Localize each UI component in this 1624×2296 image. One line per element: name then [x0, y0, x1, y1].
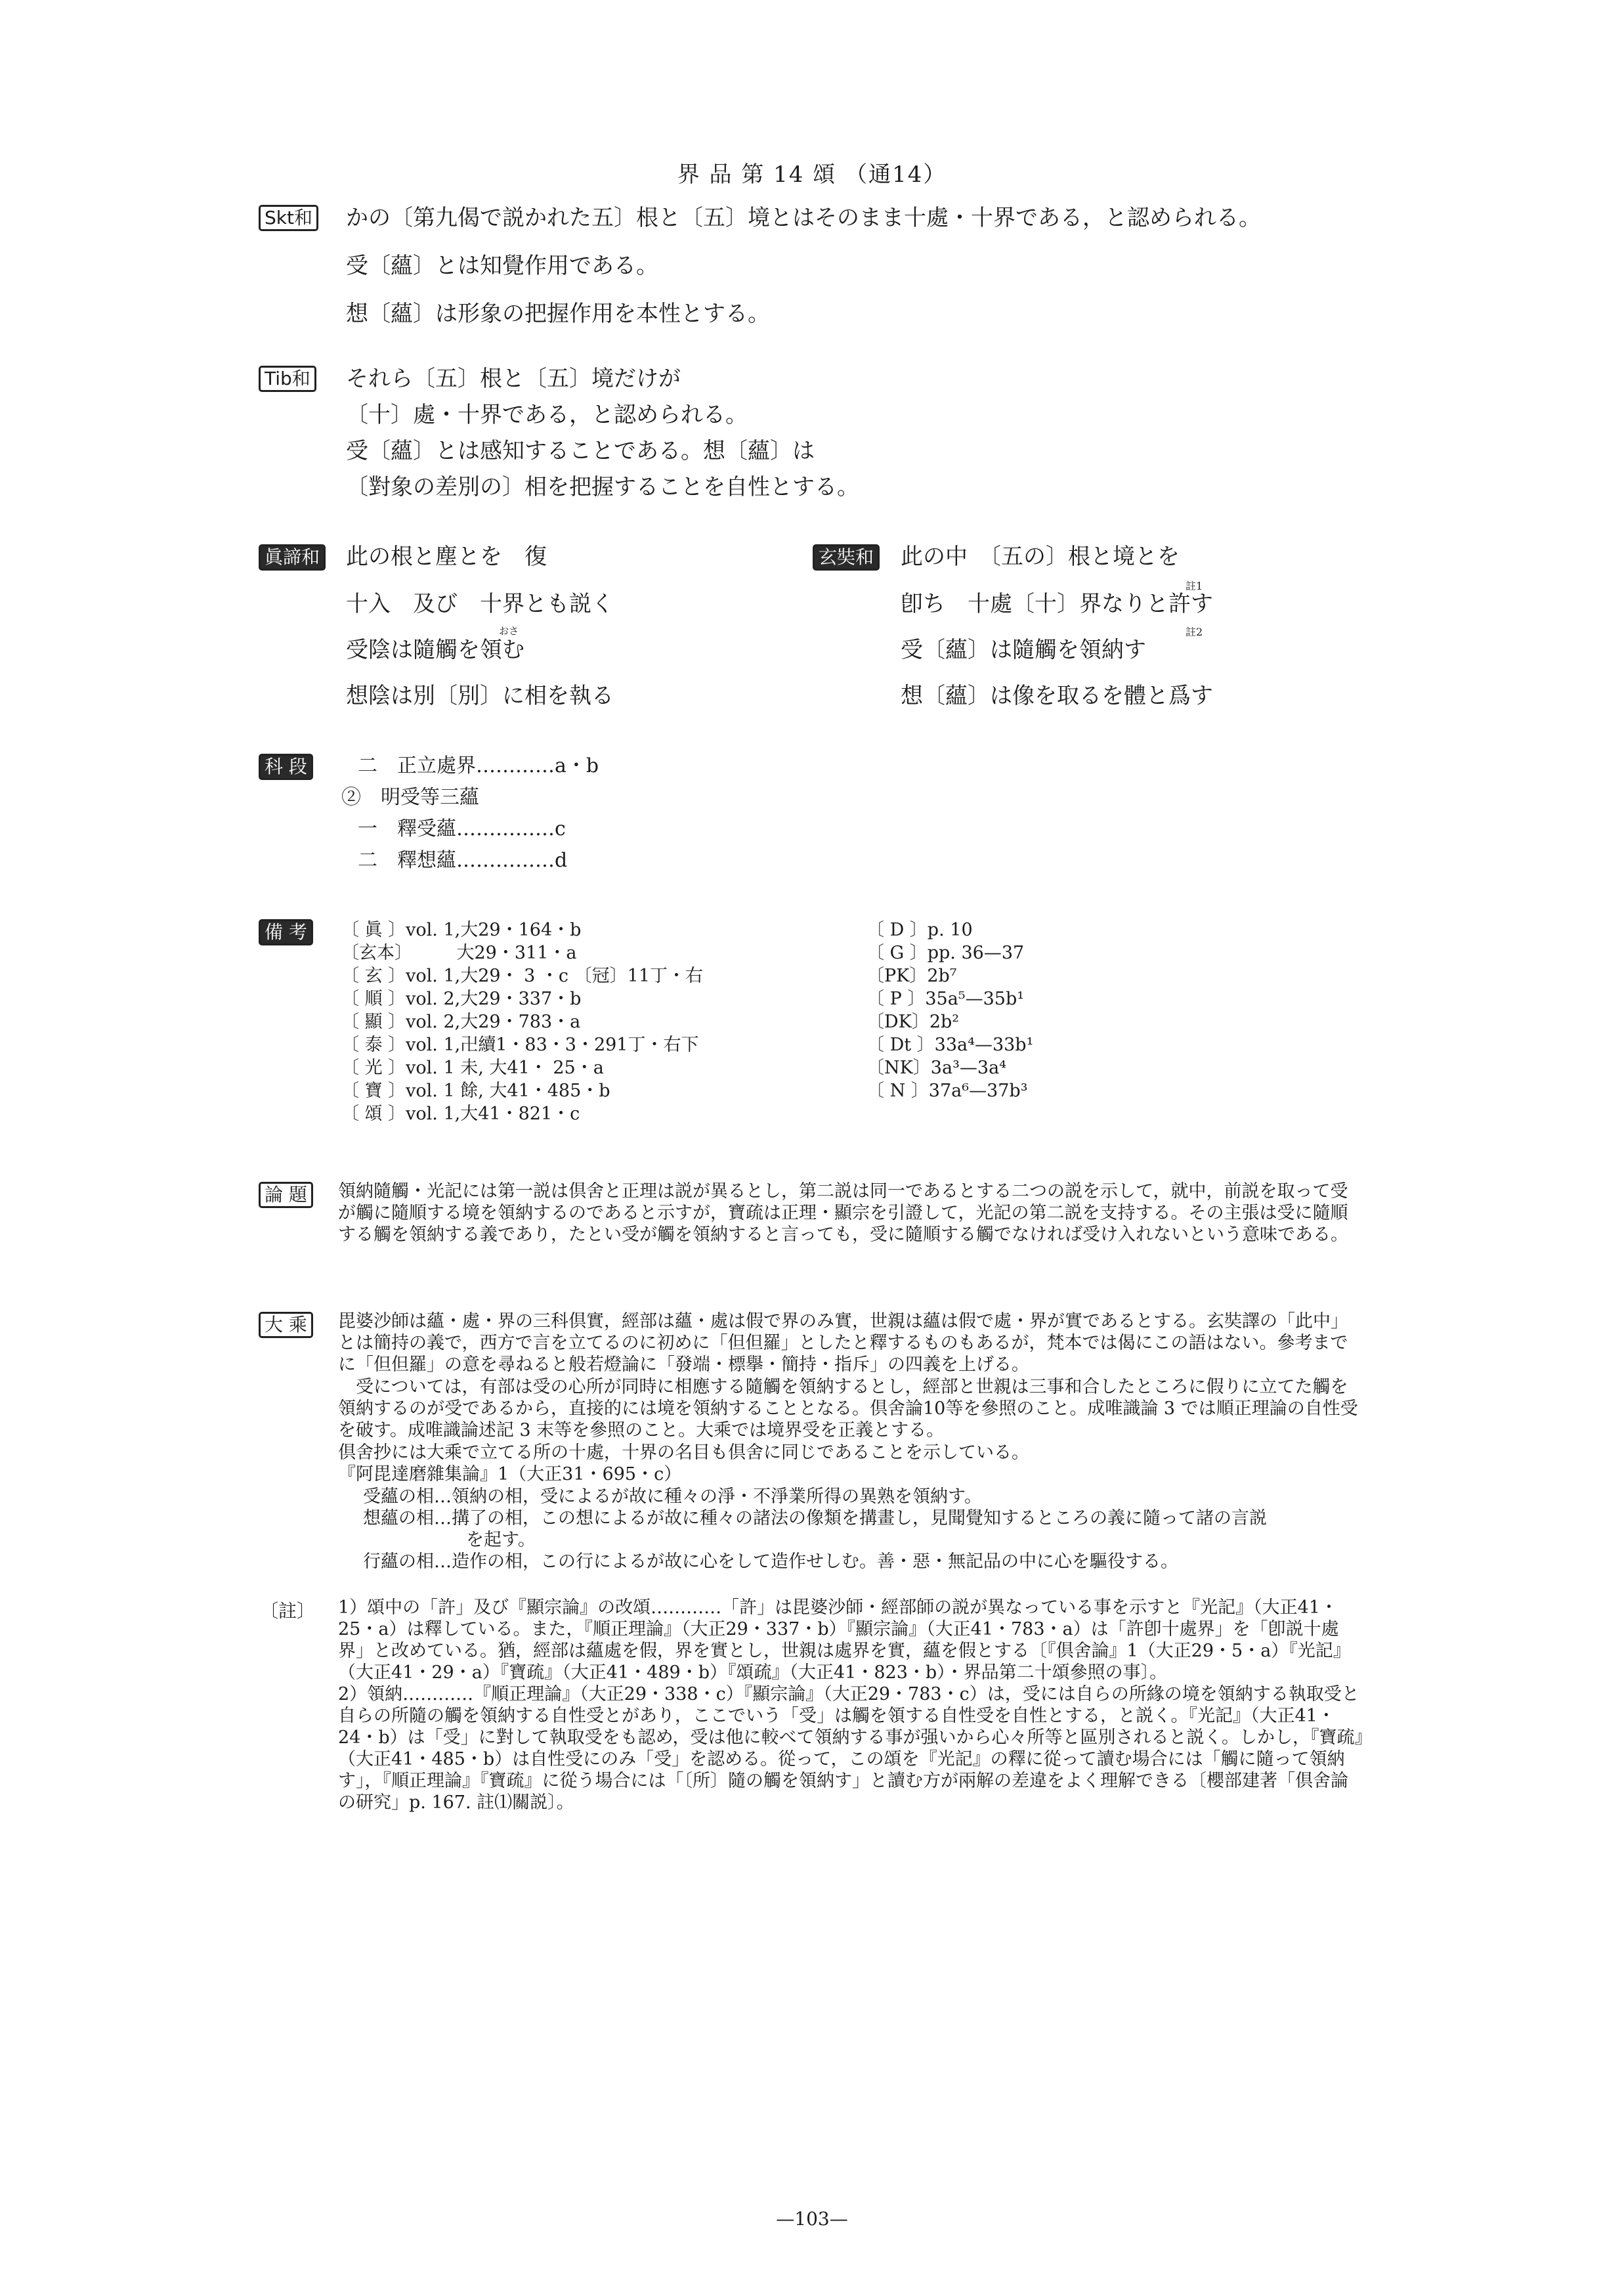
notes-tag: 〔註〕: [260, 1600, 316, 1622]
ronshu-tag: 論 題: [259, 1182, 313, 1208]
daijo-line-3: を起す。: [466, 1530, 536, 1550]
biko-right-3: 〔PK〕2b⁷: [866, 966, 957, 986]
skt-line-3: 想〔蘊〕は形象の把握作用を本性とする。: [346, 301, 770, 327]
page-title: 界 品 第 14 頌 （通14）: [677, 162, 947, 188]
shintai-line-3: 受陰は隨觸を領む: [346, 637, 524, 663]
skt-line-1: かの〔第九偈で説かれた五〕根と〔五〕境とはそのまま十處・十界である，と認められる。: [346, 205, 1261, 231]
tib-line-4: 〔對象の差別の〕相を把握することを自性とする。: [346, 474, 859, 500]
biko-right-4: 〔 P 〕35a⁵—35b¹: [866, 989, 1025, 1009]
biko-right-2: 〔 G 〕pp. 36—37: [866, 943, 1025, 963]
biko-left-9: 〔 頌 〕vol. 1,大41・821・c: [341, 1104, 580, 1124]
kadan-line-2: ② 明受等三蘊: [341, 786, 479, 809]
daijo-line-2: 想蘊の相…搆了の相，この想によるが故に種々の諸法の像類を搆畫し，見聞覺知するところの義に隨って諸の言説: [363, 1508, 1267, 1528]
daijo-para-4: 『阿毘達磨雜集論』1（大正31・695・c）: [338, 1464, 682, 1484]
genjo-line-2: 卽ち 十處〔十〕界なりと許す: [901, 591, 1213, 617]
daijo-tag: 大 乘: [259, 1312, 313, 1338]
biko-left-7: 〔 光 〕vol. 1 未, 大41・ 25・a: [341, 1058, 604, 1078]
genjo-note-1: 註1: [1186, 580, 1203, 592]
biko-left-5: 〔 顯 〕vol. 2,大29・783・a: [341, 1012, 581, 1032]
genjo-line-4: 想〔蘊〕は像を取るを體と爲す: [901, 683, 1213, 709]
shintai-tag: 眞諦和: [259, 544, 326, 571]
biko-tag: 備 考: [259, 919, 313, 945]
kadan-line-4: 二 釋想蘊……………d: [358, 849, 568, 872]
notes-text: 1）頌中の「許」及び『顯宗論』の改頌…………「許」は毘婆沙師・經部師の説が異なっている事を示すと『光記』（大正41・25・a）は釋している。また，『順正理論』（大正29・337・b）『顯宗論』（大正41・783・a）は「許卽十處界」を「卽説十處界」と改めている。猶，經部は蘊處を假，界を實とし，世親は處界を實，蘊を假とする〔『倶舍論』1（大正29・5・a）『光記』（大正41・29・a）『寶疏』（大正41・489・b）『頌疏』（大正41・823・b）・界品第二十頌參照の事〕。 2）領納…………『順正理論』（大正29・338・c）『顯宗論』（大正29・783・c）は，受には自らの所緣の境を領納する執取受と自らの所隨の觸を領納する自性受とがあり，ここでいう「受」は觸を領する自性受を自性とする，と説く。『光記』（大正41・24・b）は「受」に對して執取受をも認め，受は他に較べて領納する事が强いから心々所等と區別されると説く。しかし，『寶疏』（大正41・485・b）は自性受にのみ「受」を認める。從って，この頌を『光記』の釋に從って讀む場合には「觸に隨って領納す」，『順正理論』『寶疏』に從う場合には「〔所〕隨の觸を領納す」と讀む方が兩解の差違をよく理解できる〔櫻部建著「倶舍論の研究」p. 167. 註⑴關説〕。: [338, 1597, 1364, 1813]
genjo-note-2: 註2: [1186, 626, 1203, 638]
page-number: —103—: [776, 2208, 848, 2230]
biko-right-8: 〔 N 〕37a⁶—37b³: [866, 1081, 1028, 1101]
shintai-ruby: おさ: [499, 625, 519, 637]
shintai-line-2: 十入 及び 十界とも説く: [346, 591, 614, 617]
biko-left-1: 〔 眞 〕vol. 1,大29・164・b: [341, 920, 582, 940]
tib-line-1: それら〔五〕根と〔五〕境だけが: [346, 366, 681, 392]
biko-right-5: 〔DK〕2b²: [866, 1012, 960, 1032]
biko-right-1: 〔 D 〕p. 10: [866, 920, 973, 940]
kadan-line-3: 一 釋受蘊……………c: [358, 817, 566, 840]
biko-left-8: 〔 寶 〕vol. 1 餘, 大41・485・b: [341, 1081, 610, 1101]
tib-line-2: 〔十〕處・十界である，と認められる。: [346, 402, 748, 428]
skt-line-2: 受〔蘊〕とは知覺作用である。: [346, 253, 658, 279]
shintai-line-1: 此の根と塵とを 復: [346, 544, 547, 570]
daijo-line-4: 行蘊の相…造作の相，この行によるが故に心をして造作せしむ。善・惡・無記品の中に心を驅役する。: [363, 1551, 1178, 1572]
shintai-line-4: 想陰は別〔別〕に相を執る: [346, 683, 614, 709]
biko-right-7: 〔NK〕3a³—3a⁴: [866, 1058, 1006, 1078]
biko-left-4: 〔 順 〕vol. 2,大29・337・b: [341, 989, 582, 1009]
tib-tag: Tib和: [259, 366, 316, 392]
genjo-tag: 玄奘和: [813, 544, 880, 571]
daijo-line-1: 受蘊の相…領納の相，受によるが故に種々の淨・不淨業所得の異熟を領納す。: [363, 1486, 982, 1507]
kadan-tag: 科 段: [259, 754, 313, 780]
biko-left-3: 〔 玄 〕vol. 1,大29・ 3 ・c 〔冠〕11丁・右: [341, 966, 703, 986]
genjo-line-3: 受〔蘊〕は隨觸を領納す: [901, 637, 1146, 663]
biko-left-2: 〔玄本〕 大29・311・a: [341, 943, 577, 963]
kadan-line-1: 二 正立處界…………a・b: [358, 754, 599, 777]
daijo-para-2: 受については，有部は受の心所が同時に相應する隨觸を領納するとし，經部と世親は三事和合したところに假りに立てた觸を領納するのが受であるから，直接的には境を領納することとなる。倶舍論10等を參照のこと。成唯識論 3 では順正理論の自性受を破す。成唯識論述記 3 末等を參照のこと。大乘では境界受を正義とする。: [338, 1377, 1358, 1440]
genjo-line-1: 此の中 〔五の〕根と境とを: [901, 544, 1180, 570]
ronshu-text: 領納隨觸・光記には第一説は倶舍と正理は説が異るとし，第二説は同一であるとする二つの説を示して，就中，前説を取って受が觸に隨順する境を領納するのであると示すが，寶疏は正理・顯宗を引證して，光記の第二説を支持する。その主張は受に隨順する觸を領納する義であり，たとい受が觸を領納すると言っても，受に隨順する觸でなければ受け入れないという意味である。: [338, 1181, 1348, 1245]
biko-right-6: 〔 Dt 〕33a⁴—33b¹: [866, 1035, 1034, 1055]
tib-line-3: 受〔蘊〕とは感知することである。想〔蘊〕は: [346, 438, 815, 464]
daijo-para-1: 毘婆沙師は蘊・處・界の三科倶實，經部は蘊・處は假で界のみ實，世親は蘊は假で處・界が實であるとする。玄奘譯の「此中」とは簡持の義で，西方で言を立てるのに初めに「但但羅」としたと釋するものもあるが，梵本では偈にこの語はない。參考までに「但但羅」の意を尋ねると般若燈論に「發端・標擧・簡持・指斥」の四義を上げる。: [338, 1311, 1348, 1375]
daijo-para-3: 倶舍抄には大乘で立てる所の十處，十界の名目も倶舍に同じであることを示している。: [338, 1442, 1029, 1463]
biko-left-6: 〔 泰 〕vol. 1,卍續1・83・3・291丁・右下: [341, 1035, 699, 1055]
skt-tag: Skt和: [259, 205, 318, 231]
